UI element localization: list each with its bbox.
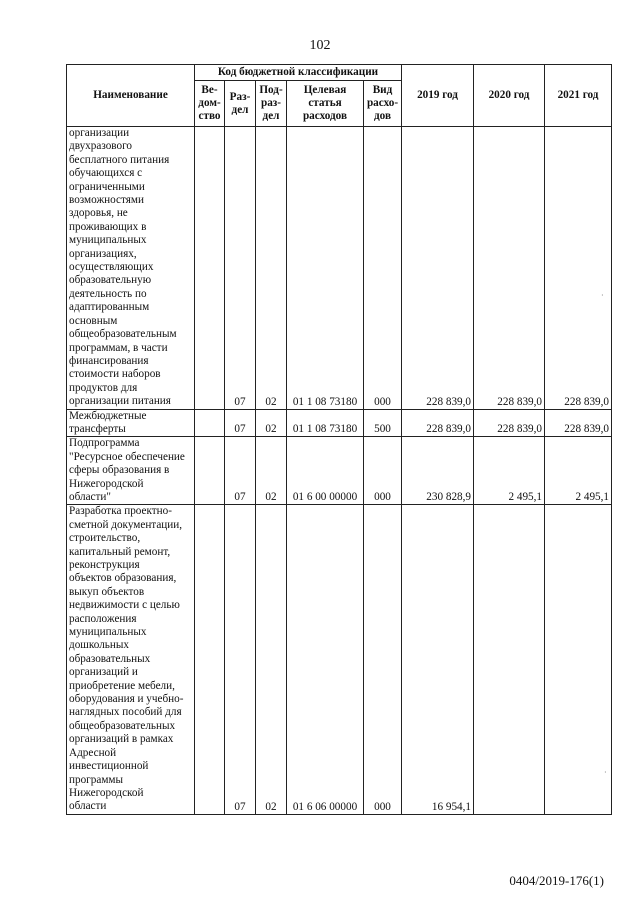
name-line: образовательных: [69, 652, 151, 665]
name-line: области": [69, 490, 111, 503]
name-line: продуктов для: [69, 381, 138, 394]
cell-2019: 16 954,1: [402, 505, 474, 814]
row-name: [67, 437, 195, 505]
name-line: дошкольных: [69, 639, 129, 652]
name-line: общеобразовательных: [69, 719, 176, 732]
name-line: приобретение мебели,: [69, 679, 175, 692]
name-line: деятельность по: [69, 287, 147, 300]
row-name: [67, 505, 195, 814]
table-row: [67, 409, 612, 437]
table-row: [67, 127, 612, 410]
name-line: сметной документации,: [69, 518, 183, 531]
cell-ved: [195, 437, 225, 505]
name-line: стоимости наборов: [69, 368, 161, 381]
name-line: ограниченными: [69, 180, 145, 193]
table-row: [67, 437, 612, 505]
name-line: здоровья, не: [69, 207, 128, 220]
row-name: [67, 127, 195, 410]
name-line: образовательную: [69, 274, 152, 287]
name-line: недвижимости с целью: [69, 599, 180, 612]
cell-razdel: 07: [225, 505, 256, 814]
document-code: 0404/2019-176(1): [509, 873, 604, 888]
cell-2020: 2 495,1: [474, 437, 545, 505]
cell-vid: 000: [364, 127, 402, 410]
cell-razdel: 07: [225, 437, 256, 505]
name-line: сферы образования в: [69, 464, 170, 477]
name-line: капитальный ремонт,: [69, 545, 171, 558]
name-line: реконструкция: [69, 559, 140, 571]
cell-podrazdel: 02: [256, 127, 287, 410]
name-line: муниципальных: [69, 234, 147, 247]
name-line: области: [69, 800, 107, 813]
col-header-vid: Вид расхо- дов: [364, 81, 402, 127]
name-line: организации питания: [69, 395, 171, 408]
name-line: расположения: [69, 612, 137, 625]
col-header-target: Целевая статья расходов: [287, 81, 364, 127]
name-line: программам, в части: [69, 341, 168, 354]
name-line: наглядных пособий для: [69, 706, 182, 719]
cell-ved: [195, 127, 225, 410]
row-name: [67, 409, 195, 437]
cell-podrazdel: 02: [256, 505, 287, 814]
name-line: проживающих в: [69, 220, 147, 233]
cell-2021: 2 495,1: [545, 437, 612, 505]
scan-speck: ·: [601, 291, 604, 300]
name-line: Разработка проектно-: [69, 505, 172, 518]
name-line: обучающихся с: [69, 167, 143, 180]
cell-vid: 500: [364, 409, 402, 437]
header-row: [67, 65, 612, 81]
name-line: двухразового: [69, 140, 132, 153]
cell-2020: 228 839,0: [474, 127, 545, 410]
cell-target: 01 1 08 73180: [287, 409, 364, 437]
cell-vid: 000: [364, 437, 402, 505]
cell-2019: 228 839,0: [402, 409, 474, 437]
name-line: Нижегородской: [69, 477, 144, 490]
name-line: бесплатного питания: [69, 153, 170, 166]
scan-speck: ·: [604, 768, 607, 777]
name-line: организаций и: [69, 666, 138, 679]
name-line: организации: [69, 127, 130, 139]
name-line: Адресной: [69, 746, 117, 759]
cell-2020: [474, 505, 545, 814]
col-header-code-group: Код бюджетной классификации: [195, 65, 402, 81]
name-line: оборудования и учебно-: [69, 693, 184, 706]
name-line: возможностями: [69, 194, 144, 207]
name-line: основным: [69, 314, 118, 327]
cell-2021: [545, 505, 612, 814]
col-header-2021: 2021 год: [545, 65, 612, 127]
col-header-podrazdel: Под- раз- дел: [256, 81, 287, 127]
col-header-razdel: Раз- дел: [225, 81, 256, 127]
name-line: Подпрограмма: [69, 437, 140, 450]
cell-ved: [195, 409, 225, 437]
name-line: Межбюджетные: [69, 409, 147, 422]
cell-2021: 228 839,0: [545, 127, 612, 410]
name-line: программы: [69, 773, 123, 786]
col-header-ved: Ве- дом- ство: [195, 81, 225, 127]
budget-table: [66, 64, 612, 815]
cell-2019: 230 828,9: [402, 437, 474, 505]
name-line: организаций в рамках: [69, 733, 174, 746]
cell-vid: 000: [364, 505, 402, 814]
name-line: трансферты: [69, 422, 126, 435]
cell-2019: 228 839,0: [402, 127, 474, 410]
cell-razdel: 07: [225, 127, 256, 410]
name-line: финансирования: [69, 354, 149, 367]
name-line: выкуп объектов: [69, 585, 145, 598]
table-row: [67, 505, 612, 814]
col-header-2019: 2019 год: [402, 65, 474, 127]
name-line: Нижегородской: [69, 786, 144, 799]
cell-2021: 228 839,0: [545, 409, 612, 437]
col-header-name: Наименование: [67, 65, 195, 127]
name-line: адаптированным: [69, 301, 150, 314]
cell-podrazdel: 02: [256, 409, 287, 437]
cell-ved: [195, 505, 225, 814]
name-line: муниципальных: [69, 626, 147, 639]
name-line: "Ресурсное обеспечение: [69, 450, 185, 463]
col-header-2020: 2020 год: [474, 65, 545, 127]
name-line: осуществляющих: [69, 261, 154, 274]
name-line: инвестиционной: [69, 760, 149, 773]
cell-podrazdel: 02: [256, 437, 287, 505]
cell-target: 01 6 00 00000: [287, 437, 364, 505]
name-line: общеобразовательным: [69, 328, 177, 341]
name-line: объектов образования,: [69, 572, 177, 585]
cell-razdel: 07: [225, 409, 256, 437]
name-line: строительство,: [69, 532, 141, 545]
cell-target: 01 1 08 73180: [287, 127, 364, 410]
cell-2020: 228 839,0: [474, 409, 545, 437]
page-number: 102: [309, 38, 331, 53]
table-body: [67, 127, 612, 815]
cell-target: 01 6 06 00000: [287, 505, 364, 814]
name-line: организациях,: [69, 247, 137, 260]
